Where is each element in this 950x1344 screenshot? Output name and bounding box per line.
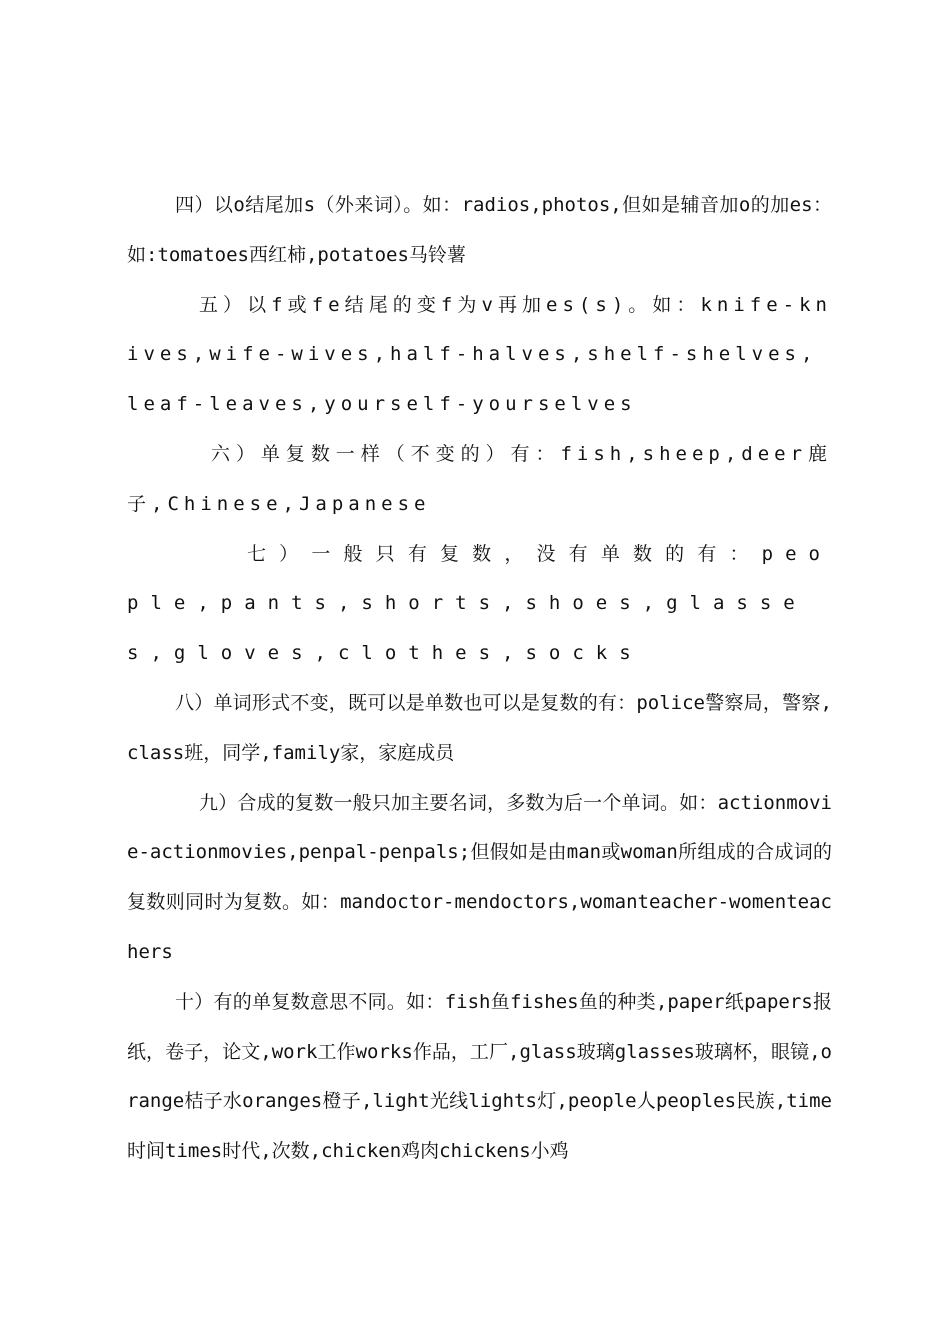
paragraph-rule-9: 九）合成的复数一般只加主要名词，多数为后一个单词。如：actionmovie-actionmovies,penpal-penpals;但假如是由man或woman所组成的合成词的复数则同时为复数。如：mandoctor-mendoctors,womanteacher-womenteachers <box>127 791 832 963</box>
paragraph-rule-8: 八）单词形式不变，既可以是单数也可以是复数的有：police警察局，警察,class班，同学,family家，家庭成员 <box>127 691 832 764</box>
paragraph-rule-6: 六）单复数一样（不变的）有：fish,sheep,deer鹿子,Chinese,Japanese <box>127 442 832 515</box>
paragraph-rule-4: 四）以o结尾加s（外来词）。如：radios,photos,但如是辅音加o的加es：如:tomatoes西红柿,potatoes马铃薯 <box>127 194 832 266</box>
paragraph-rule-10: 十）有的单复数意思不同。如：fish鱼fishes鱼的种类,paper纸papers报纸，卷子，论文,work工作works作品，工厂,glass玻璃glasses玻璃杯，眼镜,orange桔子水oranges橙子,light光线lights灯,people人peoples民族,time时间times时代,次数,chicken鸡肉chickens小鸡 <box>127 990 832 1163</box>
paragraph-rule-7: 七）一般只有复数，没有单数的有：people,pants,shorts,shoes,glasses,gloves,clothes,socks <box>127 542 832 665</box>
paragraph-rule-5: 五）以f或fe结尾的变f为v再加es(s)。如：knife-knives,wife-wives,half-halves,shelf-shelves,leaf-leaves,yourself-yourselves <box>127 293 832 416</box>
document-body <box>127 181 832 1177</box>
